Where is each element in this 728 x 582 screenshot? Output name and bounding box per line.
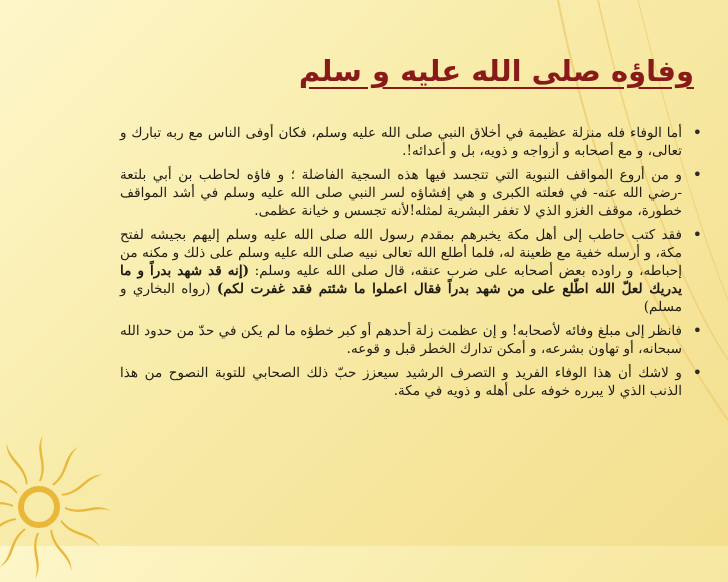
bullet-list [120, 124, 706, 406]
bullet-item [120, 226, 706, 316]
bullet-text: أما الوفاء فله منزلة عظيمة في أخلاق النبي صلى الله عليه وسلم، فكان أوفى الناس مع ربه تبارك و تعالى، و مع أصحابه و أزواجه و ذويه، بل و أعدائه!. [120, 125, 682, 159]
bullet-icon: • [692, 165, 702, 184]
bullet-icon: • [692, 225, 702, 244]
bullet-item [120, 322, 706, 358]
bullet-text: فقد كتب حاطب إلى أهل مكة يخبرهم بمقدم رسول الله صلى الله عليه وسلم إليهم بجيشه لفتح مكة، و أرسله خفية مع ظعينة له، فلما أطلع الله تعالى نبيه صلى الله عليه وسلم على ذلك و مكنه من إحباطه، و راوده بعض أصحابه على ضرب عنقه، قال صلى الله عليه وسلم: [120, 227, 682, 279]
bullet-text: فانظر إلى مبلغ وفائه لأصحابه! و إن عظمت زلة أحدهم أو كبر خطؤه ما لم يكن في حدّ من حدود الله سبحانه، أو تهاون بشرعه، و أمكن تدارك الخطر قبل و قوعه. [120, 323, 682, 357]
sun-icon [0, 432, 114, 582]
bullet-item [120, 364, 706, 400]
bullet-icon: • [692, 123, 702, 142]
slide-title: وفاؤه صلى الله عليه و سلم [298, 54, 694, 88]
hadith-quote: (إنه قد شهد بدراً و ما يدريك لعلّ الله اطّلع على من شهد بدراً فقال اعملوا ما شئتم فقد غفرت لكم) [120, 263, 682, 297]
bullet-text: و لاشك أن هذا الوفاء الفريد و التصرف الرشيد سيعزز حبّ ذلك الصحابي للتوبة النصوح من هذا الذنب الذي لا يبرره خوفه على أهله و ذويه في مكة. [120, 365, 682, 399]
bullet-icon: • [692, 321, 702, 340]
bullet-icon: • [692, 363, 702, 382]
bullet-item [120, 166, 706, 220]
bullet-item [120, 124, 706, 160]
hadith-source: (رواه البخاري و مسلم) [120, 281, 682, 315]
bullet-text: و من أروع المواقف النبوية التي تتجسد فيها هذه السجية الفاضلة ؛ و فاؤه لحاطب بن أبي بلتعة -رضي الله عنه- في فعلته الكبرى و هي إفشاؤه لسر النبي صلى الله عليه وسلم في أشد المواقف خطورة، موقف الغزو الذي لا تغفر البشرية لمثله!لأنه تجسس و خيانة عظمى. [120, 167, 682, 219]
